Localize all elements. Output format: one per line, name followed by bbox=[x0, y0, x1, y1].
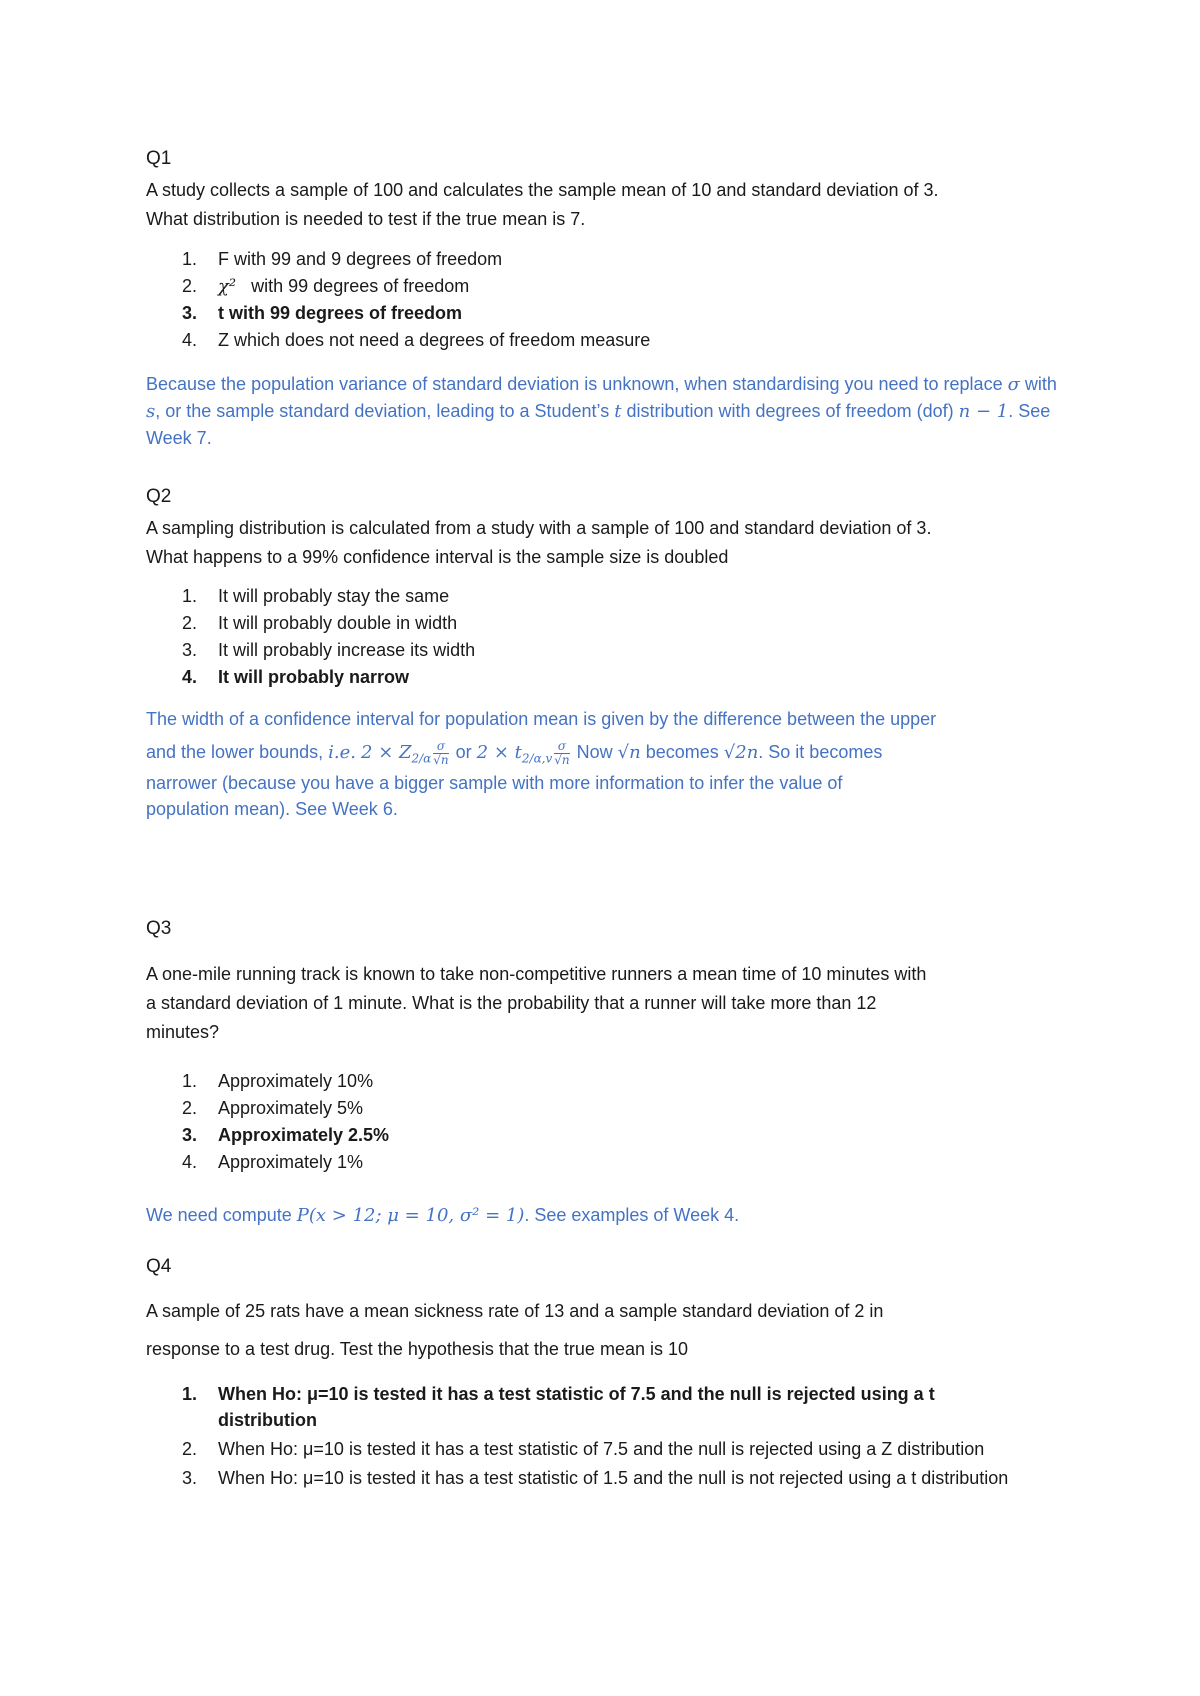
math-2-times-t: 2 × t bbox=[476, 742, 522, 763]
question-2-heading: Q2 bbox=[146, 486, 172, 507]
list-item bbox=[146, 637, 1076, 664]
question-3-options bbox=[146, 1068, 1076, 1176]
option-text: When Ho: μ=10 is tested it has a test statistic of 7.5 and the null is rejected using a t distribution bbox=[218, 1384, 935, 1430]
option-number: 3. bbox=[182, 303, 198, 323]
list-item bbox=[146, 583, 1076, 610]
option-number: 1. bbox=[182, 1071, 198, 1091]
option-number: 4. bbox=[182, 330, 198, 350]
fraction-numerator: σ bbox=[554, 740, 569, 754]
explanation-text: with bbox=[1019, 374, 1057, 394]
list-item bbox=[146, 273, 1076, 300]
list-item bbox=[146, 1381, 1026, 1433]
option-number: 2. bbox=[182, 613, 198, 633]
option-text: It will probably increase its width bbox=[218, 640, 476, 660]
option-number: 3. bbox=[182, 640, 198, 660]
question-2-text bbox=[146, 514, 1076, 572]
explanation-text: , or the sample standard deviation, leading to a Student’s bbox=[155, 401, 615, 421]
list-item bbox=[146, 1436, 1026, 1462]
math-t: t bbox=[614, 401, 622, 422]
option-number: 2. bbox=[182, 1439, 198, 1459]
list-item bbox=[146, 1122, 1076, 1149]
question-4-options bbox=[146, 1381, 1026, 1494]
question-2-text-line-1: A sampling distribution is calculated from a study with a sample of 100 and standard deviation of 3. bbox=[146, 518, 932, 538]
option-number: 1. bbox=[182, 586, 198, 606]
list-item bbox=[146, 1068, 1076, 1095]
fraction-denominator: √n bbox=[433, 752, 449, 767]
list-item bbox=[146, 1465, 1026, 1491]
sigma-over-root-n-fraction bbox=[433, 740, 448, 767]
option-number: 1. bbox=[182, 249, 198, 269]
question-4-heading: Q4 bbox=[146, 1256, 172, 1277]
math-probability-expression: P(x > 12; μ = 10, σ² = 1) bbox=[296, 1205, 525, 1226]
list-item bbox=[146, 246, 1076, 273]
math-subscript: 2/α,v bbox=[521, 751, 553, 766]
explanation-line-3: narrower (because you have a bigger sample with more information to infer the value of bbox=[146, 773, 843, 793]
explanation-text: and the lower bounds, bbox=[146, 742, 329, 762]
explanation-text: . See examples of Week 4. bbox=[524, 1205, 740, 1225]
explanation-text: or bbox=[450, 742, 477, 762]
math-root-2n: √2n bbox=[723, 742, 759, 763]
option-text: When Ho: μ=10 is tested it has a test statistic of 7.5 and the null is rejected using a Z distribution bbox=[218, 1439, 985, 1459]
question-1-text-line-1: A study collects a sample of 100 and calculates the sample mean of 10 and standard deviation of 3. bbox=[146, 180, 939, 200]
option-number: 4. bbox=[182, 1152, 198, 1172]
math-sigma: σ bbox=[1007, 374, 1020, 395]
list-item bbox=[146, 1149, 1076, 1176]
question-4-text-line-2: response to a test drug. Test the hypothesis that the true mean is 10 bbox=[146, 1339, 688, 1359]
list-item bbox=[146, 610, 1076, 637]
option-text: with 99 degrees of freedom bbox=[251, 276, 470, 296]
question-2-options bbox=[146, 583, 1076, 691]
explanation-text: becomes bbox=[640, 742, 724, 762]
list-item bbox=[146, 300, 1076, 327]
math-s: s bbox=[146, 401, 156, 422]
explanation-text: distribution with degrees of freedom (dof) bbox=[621, 401, 959, 421]
question-1-options bbox=[146, 246, 1076, 354]
list-item bbox=[146, 327, 1076, 354]
fraction-numerator: σ bbox=[433, 740, 448, 754]
explanation-text: . See Week 7. bbox=[146, 401, 1051, 448]
option-text: Approximately 1% bbox=[218, 1152, 364, 1172]
option-number: 3. bbox=[182, 1125, 198, 1145]
question-2-text-line-2: What happens to a 99% confidence interval is the sample size is doubled bbox=[146, 547, 729, 567]
explanation-text: . So it becomes bbox=[758, 742, 883, 762]
explanation-line-4: population mean). See Week 6. bbox=[146, 799, 398, 819]
question-4-text bbox=[146, 1292, 1076, 1368]
question-3-text-line-3: minutes? bbox=[146, 1022, 220, 1042]
math-2-times-z: 2 × Z bbox=[361, 742, 412, 763]
question-3-text-line-1: A one-mile running track is known to take non-competitive runners a mean time of 10 minutes with bbox=[146, 964, 927, 984]
list-item bbox=[146, 1095, 1076, 1122]
explanation-text: Now bbox=[571, 742, 618, 762]
option-text: It will probably double in width bbox=[218, 613, 458, 633]
question-1-explanation bbox=[146, 371, 1076, 452]
option-text: F with 99 and 9 degrees of freedom bbox=[218, 249, 503, 269]
option-text: Approximately 5% bbox=[218, 1098, 364, 1118]
option-number: 2. bbox=[182, 276, 198, 296]
question-1-text-line-2: What distribution is needed to test if the true mean is 7. bbox=[146, 209, 586, 229]
option-number: 4. bbox=[182, 667, 198, 687]
list-item bbox=[146, 664, 1076, 691]
option-text: Z which does not need a degrees of freedom measure bbox=[218, 330, 651, 350]
math-subscript: 2/α bbox=[411, 751, 432, 766]
question-2-explanation bbox=[146, 706, 1076, 822]
question-4-text-line-1: A sample of 25 rats have a mean sickness rate of 13 and a sample standard deviation of 2 in bbox=[146, 1301, 884, 1321]
question-3-explanation bbox=[146, 1202, 1076, 1229]
explanation-line-2 bbox=[146, 734, 1076, 770]
question-1-text bbox=[146, 176, 1076, 234]
sigma-over-root-n-fraction bbox=[554, 740, 569, 767]
option-text: Approximately 10% bbox=[218, 1071, 374, 1091]
option-text: Approximately 2.5% bbox=[218, 1125, 390, 1145]
explanation-text: We need compute bbox=[146, 1205, 297, 1225]
question-3-text-line-2: a standard deviation of 1 minute. What is the probability that a runner will take more than 12 bbox=[146, 993, 877, 1013]
question-1-heading: Q1 bbox=[146, 148, 172, 169]
chi-squared-symbol: χ² bbox=[218, 276, 237, 297]
question-3-text bbox=[146, 960, 1076, 1047]
math-ie: i.e. bbox=[328, 742, 356, 763]
option-number: 3. bbox=[182, 1468, 198, 1488]
option-number: 2. bbox=[182, 1098, 198, 1118]
option-text: t with 99 degrees of freedom bbox=[218, 303, 463, 323]
math-n-minus-1: n − 1 bbox=[958, 401, 1009, 422]
option-text: When Ho: μ=10 is tested it has a test statistic of 1.5 and the null is not rejected using a t distribution bbox=[218, 1468, 1009, 1488]
explanation-text: Because the population variance of standard deviation is unknown, when standardising you need to replace bbox=[146, 374, 1008, 394]
option-text: It will probably stay the same bbox=[218, 586, 450, 606]
fraction-denominator: √n bbox=[554, 752, 570, 767]
option-number: 1. bbox=[182, 1384, 198, 1404]
question-3-heading: Q3 bbox=[146, 918, 172, 939]
option-text: It will probably narrow bbox=[218, 667, 410, 687]
math-root-n: √n bbox=[617, 742, 641, 763]
explanation-line-1: The width of a confidence interval for population mean is given by the difference between the upper bbox=[146, 709, 937, 729]
